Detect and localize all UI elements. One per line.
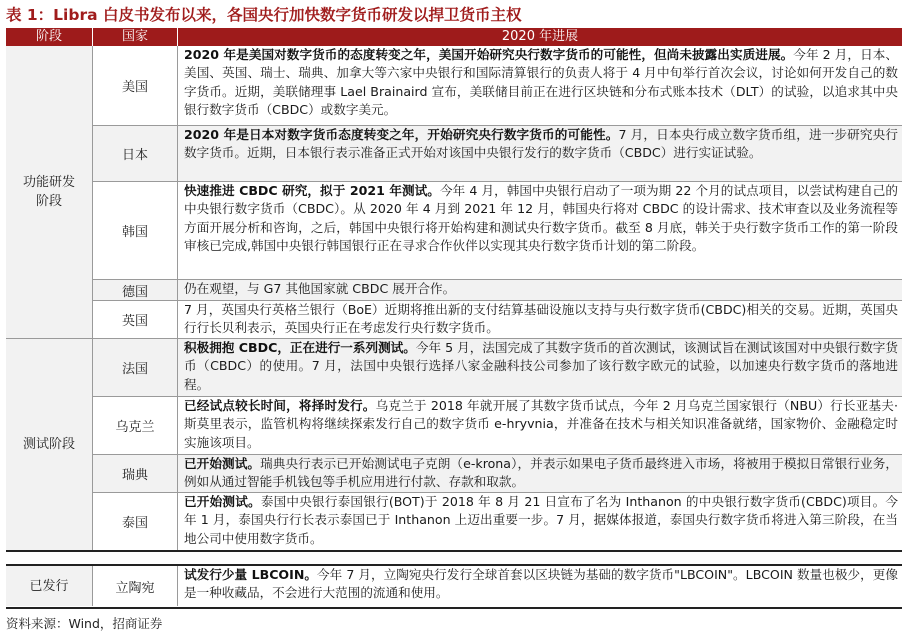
country-cell: 乌克兰 bbox=[93, 397, 177, 454]
progress-cell: 2020 年是日本对数字货币态度转变之年，开始研究央行数字货币的可能性。7 月，日本央行成立数字货币组，进一步研究央行数字货币。近期，日本银行表示准备正式开始对该国中央银行发行的数字货币（CBDC）进行实证试验。 bbox=[178, 126, 902, 181]
stage-functional bbox=[6, 46, 92, 338]
row-divider bbox=[93, 181, 902, 182]
column-divider bbox=[177, 46, 178, 550]
progress-cell: 已开始测试。泰国中央银行泰国银行(BOT)于 2018 年 8 月 21 日宣布了名为 Inthanon 的中央银行数字货币(CBDC)项目。今年 1 月，泰国央行行长表示泰国已于 Inthanon 上迈出重要一步。7 月，据媒体报道，泰国央行数字货币将进入第三阶段，在当地公司中使用数字货币。 bbox=[178, 493, 902, 550]
header-progress: 2020 年进展 bbox=[178, 28, 902, 46]
row-divider bbox=[93, 300, 902, 301]
row-divider bbox=[6, 338, 902, 339]
table-title: 表 1：Libra 白皮书发布以来，各国央行加快数字货币研发以捍卫货币主权 bbox=[6, 6, 522, 24]
progress-cell: 2020 年是美国对数字货币的态度转变之年，美国开始研究央行数字货币的可能性，但尚未披露出实质进展。今年 2 月，日本、美国、英国、瑞士、瑞典、加拿大等六家中央银行和国际清算银行的负责人将于 4 月中旬举行首次会议，讨论如何开发自己的数字货币。近期，美联储理事 Lael Brainaird 宣布，美联储目前正在进行区块链和分布式账本技术（DLT）的试验，以追求其中央银行数字货币（CBDC）或数字美元。 bbox=[178, 46, 902, 125]
column-divider bbox=[177, 566, 178, 606]
header-stage: 阶段 bbox=[6, 28, 92, 46]
stage-testing-label: 测试阶段 bbox=[22, 437, 75, 452]
row-divider bbox=[93, 454, 902, 455]
country-cell: 法国 bbox=[93, 339, 177, 396]
table-bottom-rule bbox=[6, 564, 902, 566]
progress-cell: 试发行少量 LBCOIN。今年 7 月，立陶宛央行发行全球首套以区块链为基础的数字货币"LBCOIN"。LBCOIN 数量也极少，更像是一种收藏品，不会进行大范围的流通和使用。 bbox=[178, 566, 902, 606]
country-cell: 韩国 bbox=[93, 182, 177, 279]
country-cell: 德国 bbox=[93, 280, 177, 300]
progress-cell: 快速推进 CBDC 研究，拟于 2021 年测试。今年 4 月，韩国中央银行启动了一项为期 22 个月的试点项目，以尝试构建自己的中央银行数字货币（CBDC）。从 2020 年 4 月到 2021 年 12 月，韩国央行将对 CBDC 的设计需求、技术审查以及业务流程等方面开展分析和咨询，之后，韩国中央银行将开始构建和测试央行数字货币。截至 8 月底，韩关于央行数字货币工作的第一阶段审核已完成,韩国中央银行韩国银行正在寻求合作伙伴以实现其央行数字货币计划的第二阶段。 bbox=[178, 182, 902, 279]
table-bottom-rule bbox=[6, 607, 902, 609]
stage-issued-label: 已发行 bbox=[29, 578, 69, 594]
progress-cell: 7 月，英国央行英格兰银行（BoE）近期将推出新的支付结算基础设施以支持与央行数字货币(CBDC)相关的交易。近期，英国央行行长贝利表示，英国央行正在考虑发行央行数字货币。 bbox=[178, 301, 902, 338]
header-country: 国家 bbox=[93, 28, 177, 46]
source-note: 资料来源：Wind，招商证券 bbox=[6, 616, 163, 631]
progress-cell: 积极拥抱 CBDC，正在进行一系列测试。今年 5 月，法国完成了其数字货币的首次测试，该测试旨在测试该国对中央银行数字货币（CBDC）的使用。7 月，法国中央银行选择八家金融科技公司参加了该行数字欧元的试验，以加速央行数字货币的落地进程。 bbox=[178, 339, 902, 396]
country-cell: 美国 bbox=[93, 46, 177, 125]
stage-functional-label: 功能研发阶段 bbox=[22, 175, 75, 209]
progress-cell: 已经试点较长时间，将择时发行。乌克兰于 2018 年就开展了其数字货币试点，今年 2 月乌克兰国家银行（NBU）行长亚基夫·斯莫里表示，监管机构将继续探索发行自己的数字货币 e-hryvnia，并准备在技术与相关知识准备就绪，国家物价、金融稳定时实施该项目。 bbox=[178, 397, 902, 454]
country-cell: 英国 bbox=[93, 301, 177, 338]
row-divider bbox=[93, 279, 902, 280]
column-divider bbox=[92, 566, 93, 606]
country-cell: 日本 bbox=[93, 126, 177, 181]
stage-testing bbox=[6, 339, 92, 550]
progress-cell: 仍在观望，与 G7 其他国家就 CBDC 展开合作。 bbox=[178, 280, 902, 300]
table-bottom-rule bbox=[6, 550, 902, 552]
stage-issued bbox=[6, 566, 92, 606]
row-divider bbox=[93, 492, 902, 493]
progress-cell: 已开始测试。瑞典央行表示已开始测试电子克朗（e-krona），并表示如果电子货币最终进入市场，将被用于模拟日常银行业务，例如从通过智能手机钱包等手机应用进行付款、存款和取款。 bbox=[178, 455, 902, 492]
row-divider bbox=[93, 396, 902, 397]
column-divider bbox=[92, 46, 93, 550]
row-divider bbox=[93, 125, 902, 126]
country-cell: 瑞典 bbox=[93, 455, 177, 492]
country-cell: 立陶宛 bbox=[93, 566, 177, 606]
country-cell: 泰国 bbox=[93, 493, 177, 550]
